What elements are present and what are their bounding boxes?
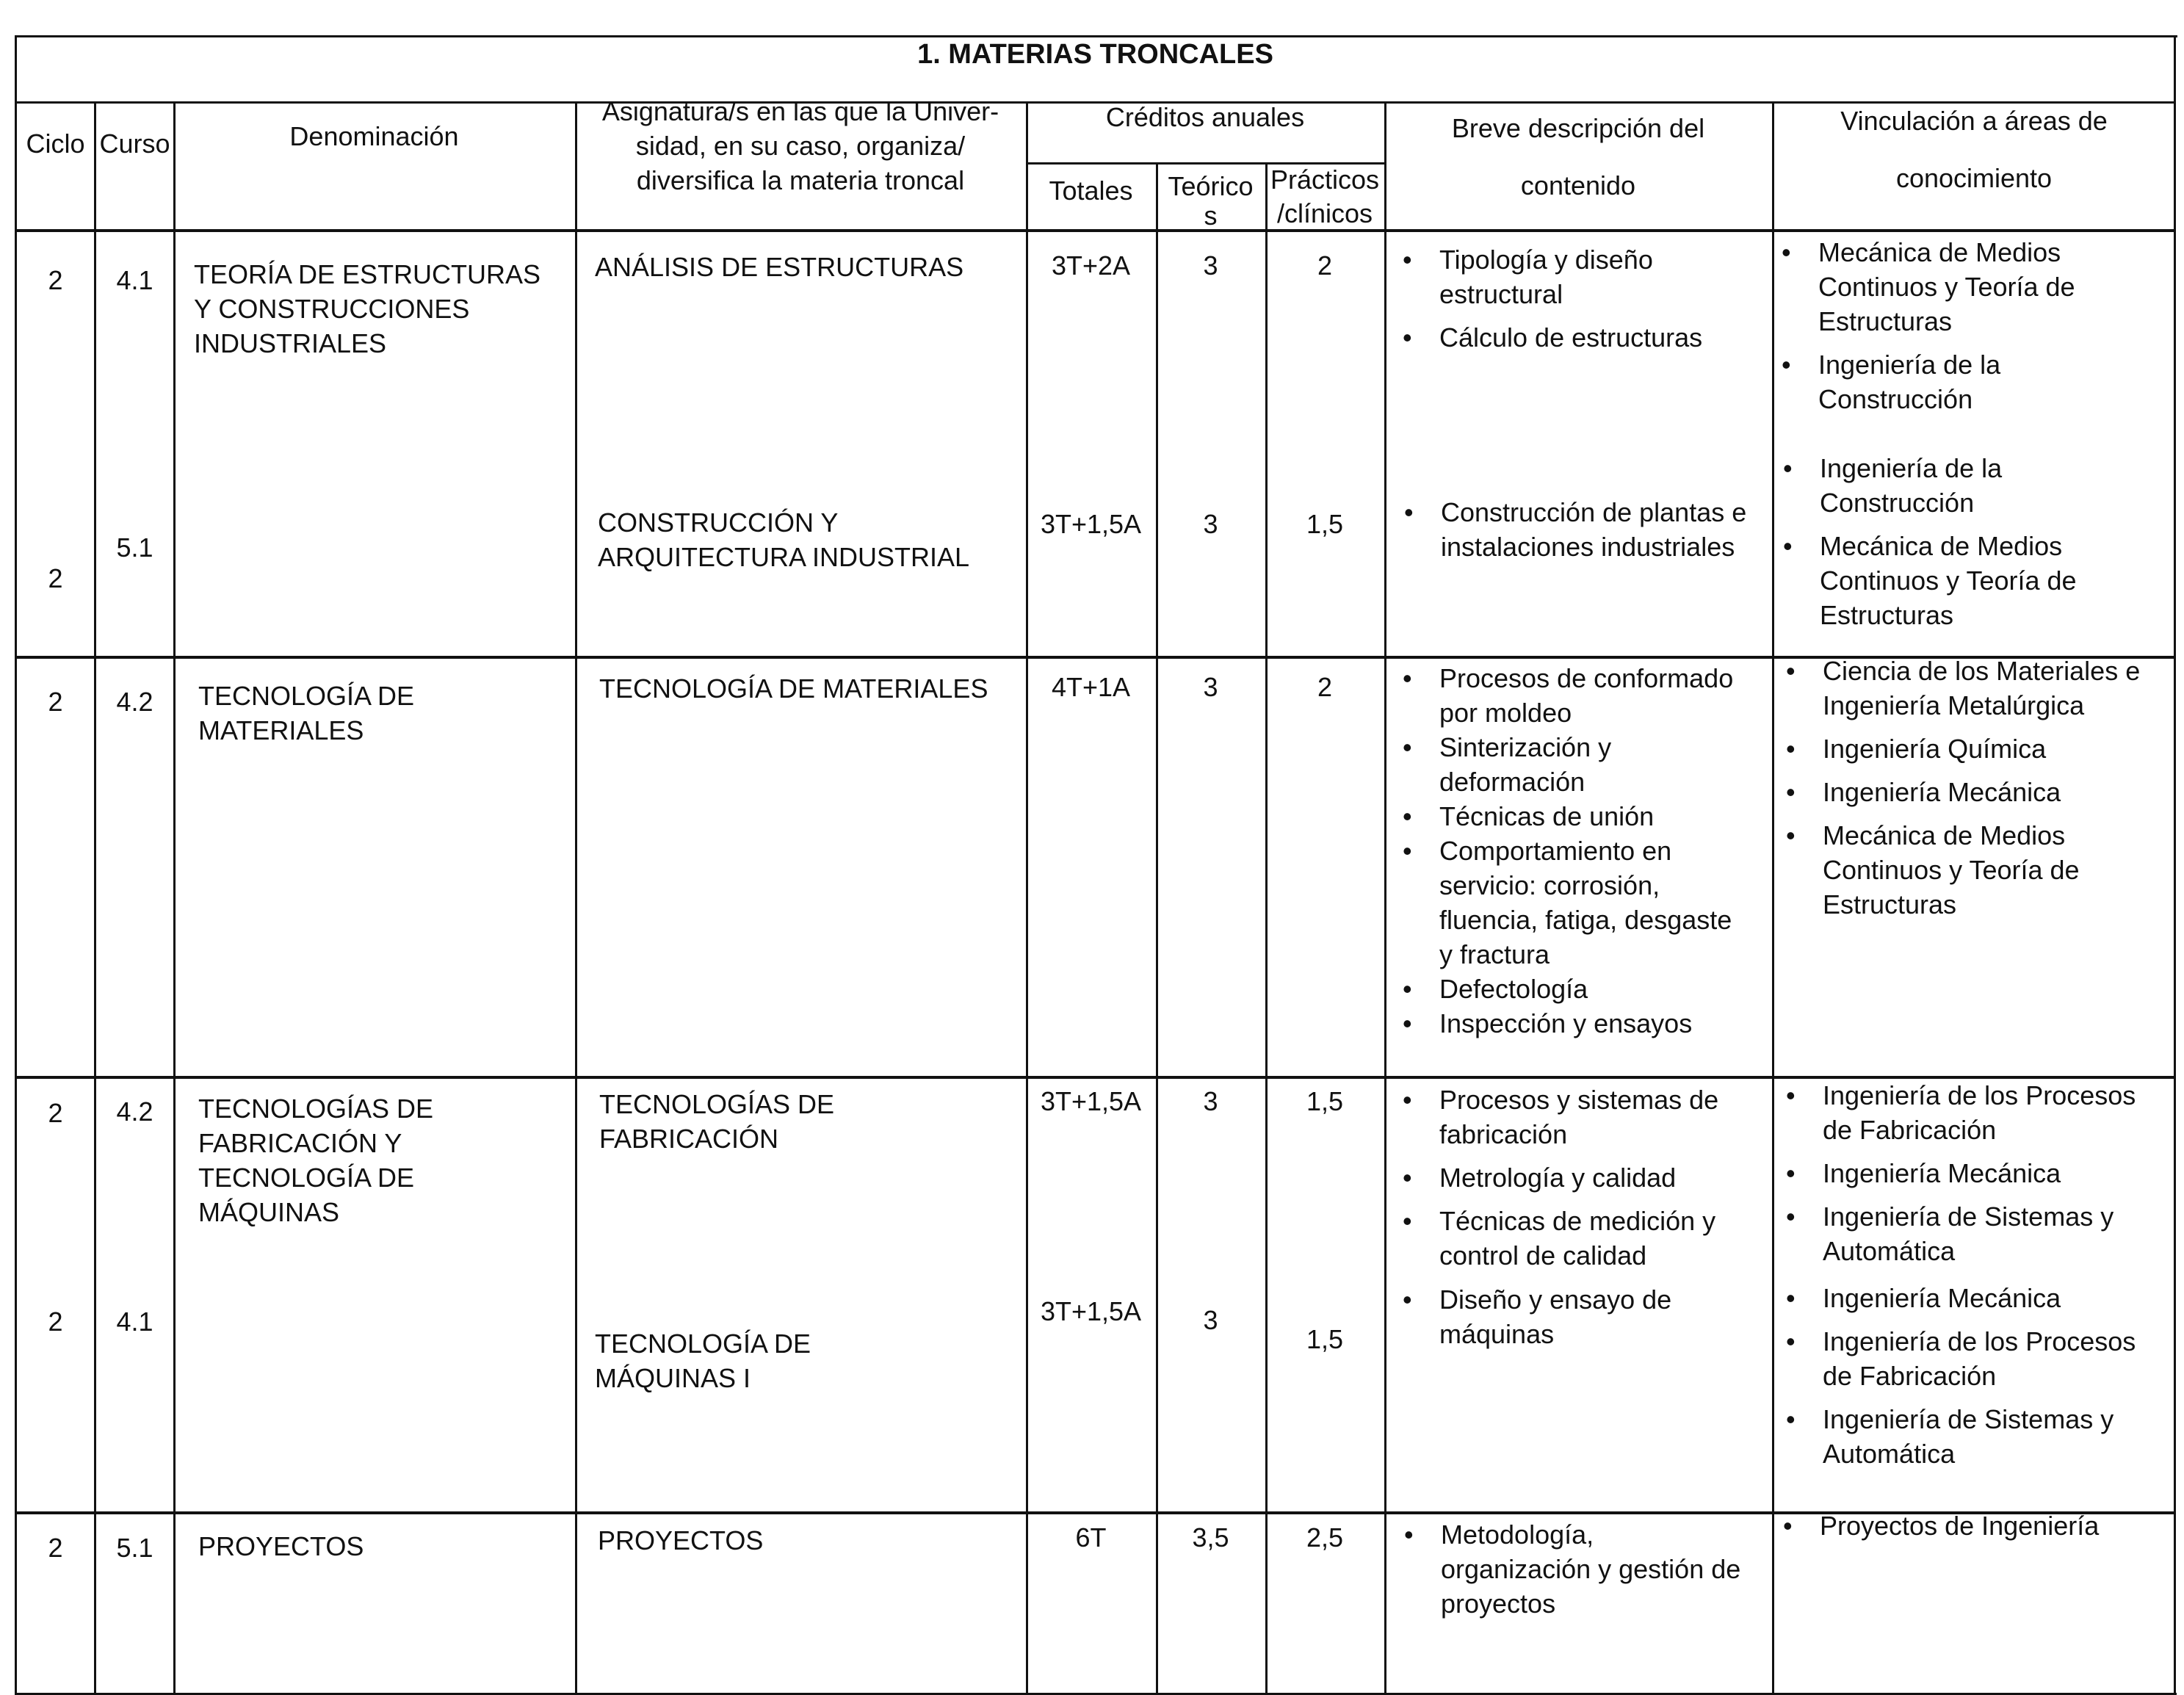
list-item: • Procesos y sistemas de fabricación [1397,1083,1718,1152]
list-item: • Ingeniería de la Construcción [1776,347,2075,416]
cell-teoricos: 3 [1203,1305,1218,1335]
table-title: 1. MATERIAS TRONCALES [917,39,1273,70]
cell-totales: 6T [1075,1522,1107,1553]
header-totales: Totales [1049,176,1133,206]
cell-curso: 4.2 [116,687,153,717]
list-item: • Ingeniería de Sistemas y Automática [1780,1402,2136,1471]
list-item: • Ingeniería de la Construcción [1777,451,2077,520]
list-item: • Técnicas de medición y control de calidad [1397,1204,1718,1273]
header-asignatura: Asignatura/s en las que la Univer- sidad, en su caso, organiza/ diversifica la materia troncal [601,96,999,195]
list-item: • Cálculo de estructuras [1397,320,1702,355]
list-item: • Proyectos de Ingeniería [1777,1508,2099,1543]
cell-practicos: 1,5 [1306,1324,1344,1354]
cell-practicos: 2 [1317,250,1333,281]
cell-ciclo: 2 [48,1307,63,1337]
grid-line [173,101,176,1695]
cell-ciclo: 2 [48,687,63,717]
grid-line [1384,101,1386,1695]
cell-totales: 4T+1A [1051,672,1131,702]
list-item: • Ingeniería de Sistemas y Automática [1780,1199,2136,1268]
cell-asignatura: ANÁLISIS DE ESTRUCTURAS [595,252,964,282]
cell-descripcion [1398,495,1746,573]
list-item: • Inspección y ensayos [1397,1006,1733,1041]
cell-curso: 4.1 [116,1307,153,1337]
cell-asignatura: CONSTRUCCIÓN Y ARQUITECTURA INDUSTRIAL [598,507,970,572]
cell-teoricos: 3,5 [1192,1522,1229,1553]
cell-areas [1776,235,2075,425]
list-item: • Construcción de plantas e instalaciones industriales [1398,495,1746,564]
cell-totales: 3T+2A [1051,250,1131,281]
list-item: • Metrología y calidad [1397,1160,1718,1195]
cell-teoricos: 3 [1203,509,1218,539]
cell-descripcion [1397,661,1733,1041]
list-item: • Ingeniería Mecánica [1780,1281,2136,1315]
header-breve: Breve descripción del contenido [1451,113,1705,200]
cell-areas [1777,451,2077,641]
grid-line [1265,162,1268,1695]
cell-practicos: 2,5 [1306,1522,1344,1553]
cell-asignatura: TECNOLOGÍAS DE FABRICACIÓN [599,1089,835,1154]
list-item: • Ingeniería Mecánica [1780,775,2140,809]
header-ciclo: Ciclo [26,129,85,159]
header-practicos: Prácticos /clínicos [1270,165,1380,228]
cell-curso: 4.1 [116,265,153,295]
cell-totales: 3T+1,5A [1040,509,1142,539]
cell-teoricos: 3 [1203,250,1218,281]
grid-line [2174,35,2176,1695]
header-curso: Curso [99,129,170,159]
list-item: • Ciencia de los Materiales e Ingeniería Metalúrgica [1780,654,2140,723]
cell-totales: 3T+1,5A [1040,1296,1142,1326]
grid-line [94,101,96,1695]
cell-denominacion: TEORÍA DE ESTRUCTURAS Y CONSTRUCCIONES INDUSTRIALES [194,259,541,358]
cell-ciclo: 2 [48,1098,63,1128]
list-item: • Tipología y diseño estructural [1397,242,1702,311]
list-item: • Diseño y ensayo de máquinas [1397,1282,1671,1351]
cell-denominacion: TECNOLOGÍA DE MATERIALES [198,681,415,745]
cell-descripcion [1398,1517,1740,1630]
list-item: • Ingeniería Química [1780,731,2140,766]
header-teoricos: Teórico s [1168,171,1254,231]
list-item: • Ingeniería Mecánica [1780,1156,2136,1190]
cell-ciclo: 2 [48,265,63,295]
grid-line [1772,101,1774,1695]
cell-practicos: 1,5 [1306,1086,1344,1116]
list-item: • Metodología, organización y gestión de proyectos [1398,1517,1740,1621]
cell-practicos: 2 [1317,672,1333,702]
grid-line [15,229,2176,232]
list-item: • Sinterización y deformación [1397,730,1733,799]
header-denominacion: Denominación [289,121,459,151]
grid-line [575,101,577,1695]
cell-teoricos: 3 [1203,672,1218,702]
list-item: • Defectología [1397,972,1733,1006]
cell-areas [1780,1281,2136,1480]
cell-practicos: 1,5 [1306,509,1344,539]
list-item: • Mecánica de Medios Continuos y Teoría de Estructuras [1776,235,2075,339]
cell-denominacion: PROYECTOS [198,1531,364,1561]
list-item: • Procesos de conformado por moldeo [1397,661,1733,730]
cell-ciclo: 2 [48,563,63,593]
list-item: • Ingeniería de los Procesos de Fabricación [1780,1324,2136,1393]
list-item: • Ingeniería de los Procesos de Fabricación [1780,1078,2136,1147]
cell-totales: 3T+1,5A [1040,1086,1142,1116]
list-item: • Técnicas de unión [1397,799,1733,834]
cell-teoricos: 3 [1203,1086,1218,1116]
cell-denominacion: TECNOLOGÍAS DE FABRICACIÓN Y TECNOLOGÍA DE MÁQUINAS [198,1094,434,1227]
cell-areas [1780,654,2140,930]
list-item: • Comportamiento en servicio: corrosión, fluencia, fatiga, desgaste y fractura [1397,834,1733,972]
cell-asignatura: TECNOLOGÍA DE MÁQUINAS I [595,1329,811,1393]
cell-descripcion [1397,1083,1718,1282]
cell-descripcion [1397,1282,1671,1360]
cell-areas [1777,1508,2099,1552]
list-item: • Mecánica de Medios Continuos y Teoría de Estructuras [1780,818,2140,922]
grid-line [1156,162,1158,1695]
cell-asignatura: TECNOLOGÍA DE MATERIALES [599,673,988,704]
cell-curso: 5.1 [116,532,153,563]
cell-descripcion [1397,242,1702,364]
header-vinculacion: Vinculación a áreas de conocimiento [1840,106,2108,193]
header-creditos: Créditos anuales [1105,102,1305,132]
grid-line [1026,101,1028,1695]
cell-asignatura: PROYECTOS [598,1525,764,1555]
cell-areas [1780,1078,2136,1277]
cell-curso: 5.1 [116,1533,153,1563]
cell-curso: 4.2 [116,1096,153,1127]
list-item: • Mecánica de Medios Continuos y Teoría de Estructuras [1777,529,2077,632]
cell-ciclo: 2 [48,1533,63,1563]
